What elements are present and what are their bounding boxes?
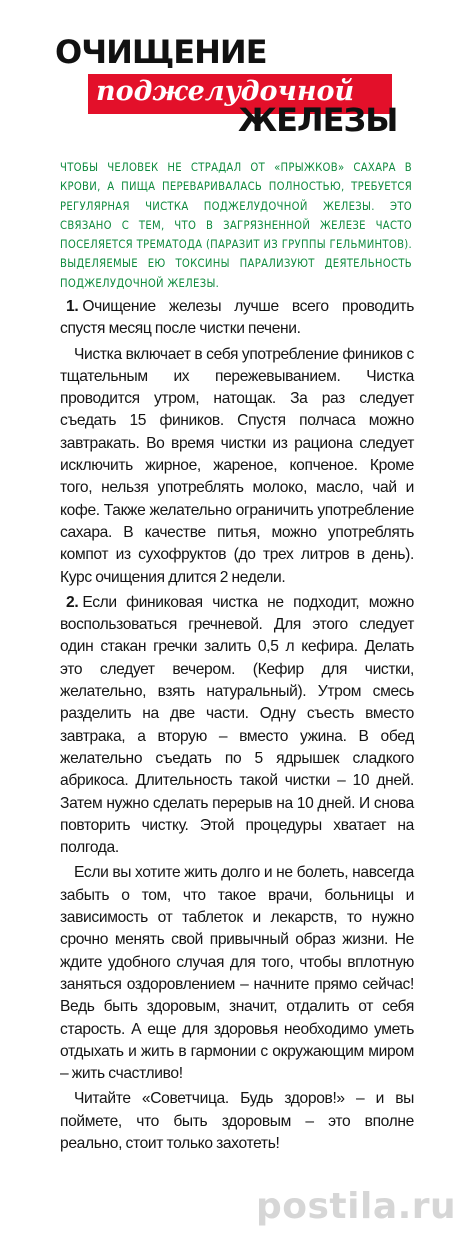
- paragraph-3: [60, 592, 414, 860]
- paragraph-text: Если финиковая чистка не подходит, можно воспользоваться гречневой. Для этого следует один стакан гречки залить 0,5 л кефира. Делать это следует вечером. (Кефир для чистки, желательно, взять натуральный). Утром смесь разделить на две части. Одну съесть вместо завтрака, а вторую – вместо ужина. В обед желательно съедать по 5 ядрышек сладкого абрикоса. Длительность такой чистки – 10 дней. Затем нужно сделать перерыв на 10 дней. И снова повторить чистку. Этой процедуры хватает на полгода.: [60, 593, 414, 857]
- paragraph-text: Чистка включает в себя употребление фиников с тщательным их пережевыванием. Чистка проводится утром, натощак. За раз следует съедать 15 фиников. Спустя полчаса можно завтракать. Во время чистки из рациона следует исключить жирное, жареное, копченое. Кроме того, нельзя употреблять молоко, масло, чай и кофе. Также желательно ограничить употребление сахара. В качестве питья, можно употреблять компот из сухофруктов (до трех литров в день). Курс очищения длится 2 недели.: [60, 345, 414, 586]
- step-number: 1.: [66, 298, 79, 315]
- step-number: 2.: [66, 593, 79, 611]
- paragraph-text: Очищение железы лучше всего проводить спустя месяц после чистки печени.: [60, 298, 414, 338]
- paragraph-text: Если вы хотите жить долго и не болеть, навсегда забыть о том, что такое врачи, больницы и зависимость от таблеток и лекарств, то нужно срочно менять свой привычный образ жизни. Не ждите удобного случая для того, чтобы вплотную заняться оздоровлением – начните прямо сейчас! Ведь быть здоровым, значит, отдалить от себя старость. А еще для здоровья необходимо уметь отдыхать и жить в гармонии с окружающим миром – жить счастливо!: [60, 864, 414, 1083]
- article-title: [0, 0, 460, 150]
- paragraph-5: [60, 1088, 414, 1155]
- paragraph-2: [60, 344, 414, 589]
- intro-lead: ЧТОБЫ ЧЕЛОВЕК НЕ СТРАДАЛ ОТ «ПРЫЖКОВ» САХАРА В КРОВИ, А ПИЩА ПЕРЕВАРИВАЛАСЬ ПОЛНОСТЬЮ, ТРЕБУЕТСЯ РЕГУЛЯРНАЯ ЧИСТКА ПОДЖЕЛУДОЧНОЙ ЖЕЛЕЗЫ. ЭТО СВЯЗАНО С ТЕМ, ЧТО В ЗАГРЯЗНЕННОЙ ЖЕЛЕЗЕ ЧАСТО ПОСЕЛЯЕТСЯ ТРЕМАТОДА (ПАРАЗИТ ИЗ ГРУППЫ ГЕЛЬМИНТОВ). ВЫДЕЛЯЕМЫЕ ЕЮ ТОКСИНЫ ПАРАЛИЗУЮТ ДЕЯТЕЛЬНОСТЬ ПОДЖЕЛУДОЧНОЙ ЖЕЛЕЗЫ.: [60, 161, 412, 290]
- watermark: postila.ru: [256, 1186, 457, 1227]
- title-line-2: поджелудочной: [96, 76, 355, 107]
- title-line-1: ОЧИЩЕНИЕ: [55, 33, 267, 71]
- title-line-3: ЖЕЛЕЗЫ: [238, 101, 398, 139]
- article-body: [60, 296, 414, 1158]
- paragraph-1: [60, 296, 414, 341]
- paragraph-text: Читайте «Советчица. Будь здоров!» – и вы поймете, что быть здоровым – это вполне реально, стоит только захотеть!: [60, 1090, 414, 1152]
- paragraph-4: [60, 862, 414, 1085]
